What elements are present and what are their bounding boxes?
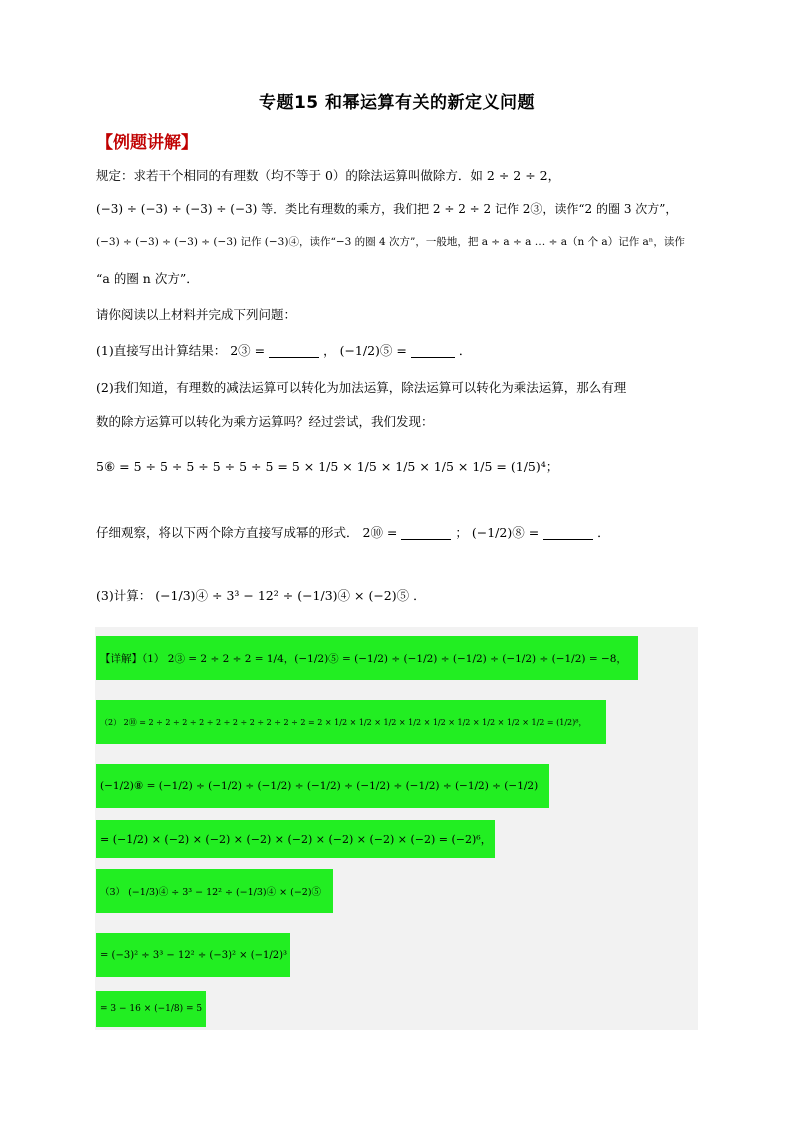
q2-end: ． xyxy=(597,525,610,540)
q2-answer-blank-2[interactable] xyxy=(543,539,593,540)
intro-line-2: (−3) ÷ (−3) ÷ (−3) ÷ (−3) 等．类比有理数的乘方，我们把 2 ÷ 2 ÷ 2 记作 2③，读作“2 的圈 3 次方”， xyxy=(96,202,678,216)
solution-line-1: 【详解】（1） 2③ = 2 ÷ 2 ÷ 2 = 1/4，(−1/2)⑤ = (−1/2) ÷ (−1/2) ÷ (−1/2) ÷ (−1/2) ÷ (−1/2) = −8， xyxy=(96,636,638,680)
q2-observe-row xyxy=(96,527,610,540)
q2-observe-text: 仔细观察，将以下两个除方直接写成幂的形式． xyxy=(96,525,359,540)
q2-expr-2: (−1/2)⑧ = xyxy=(471,525,540,540)
prompt: 请你阅读以上材料并完成下列问题： xyxy=(96,307,297,322)
q1-expr-2: (−1/2)⑤ = xyxy=(339,343,407,358)
solution-line-5: （3） (−1/3)④ ÷ 3³ − 12² ÷ (−1/3)④ × (−2)⑤ xyxy=(96,869,333,913)
solution-line-6: = (−3)² ÷ 3³ − 12² ÷ (−3)² × (−1/2)³ xyxy=(96,933,290,977)
q2-example: 5⑥ = 5 ÷ 5 ÷ 5 ÷ 5 ÷ 5 ÷ 5 = 5 × 1/5 × 1/5 × 1/5 × 1/5 × 1/5 = (1/5)⁴； xyxy=(96,459,559,474)
q2-expr-1: 2⑩ = xyxy=(362,525,398,540)
solution-line-3: (−1/2)⑧ = (−1/2) ÷ (−1/2) ÷ (−1/2) ÷ (−1/2) ÷ (−1/2) ÷ (−1/2) ÷ (−1/2) ÷ (−1/2) xyxy=(96,764,549,808)
solution-line-7: = 3 − 16 × (−1/8) = 5 xyxy=(96,991,206,1027)
question-3 xyxy=(96,590,426,603)
solution-line-2: （2） 2⑩ = 2 ÷ 2 ÷ 2 ÷ 2 ÷ 2 ÷ 2 ÷ 2 ÷ 2 ÷ 2 ÷ 2 = 2 × 1/2 × 1/2 × 1/2 × 1/2 × 1/2 × 1/2 × 1/2 × 1/2 × 1/2 = (1/2)⁸， xyxy=(96,700,606,744)
intro-line-3: (−3) ÷ (−3) ÷ (−3) ÷ (−3) 记作 (−3)④，读作“−3 的圈 4 次方”，一般地，把 a ÷ a ÷ a … ÷ a（n 个 a）记作 aⁿ，读作 xyxy=(96,236,685,248)
q1-answer-blank-2[interactable] xyxy=(411,357,455,358)
question-1 xyxy=(96,345,471,358)
q2-answer-blank-1[interactable] xyxy=(401,539,451,540)
solution-line-4: = (−1/2) × (−2) × (−2) × (−2) × (−2) × (−2) × (−2) × (−2) = (−2)⁶， xyxy=(96,820,495,858)
q3-label: (3)计算： xyxy=(96,588,152,603)
page-title: 专题15 和幂运算有关的新定义问题 xyxy=(258,93,536,113)
intro-line-1: 规定：求若干个相同的有理数（均不等于 0）的除法运算叫做除方．如 2 ÷ 2 ÷ 2， xyxy=(96,168,561,183)
q1-separator: ， xyxy=(323,343,336,358)
section-heading: 【例题讲解】 xyxy=(96,133,198,153)
q1-end: ． xyxy=(458,343,472,358)
intro-line-4: “a 的圈 n 次方”． xyxy=(96,271,199,286)
q2-line-1: (2)我们知道，有理数的减法运算可以转化为加法运算，除法运算可以转化为乘法运算，那么有理 xyxy=(96,380,627,395)
q1-expr-1: 2③ = xyxy=(230,343,266,358)
q1-answer-blank-1[interactable] xyxy=(269,357,319,358)
q2-separator: ； xyxy=(455,525,468,540)
q2-line-2: 数的除方运算可以转化为乘方运算吗？经过尝试，我们发现： xyxy=(96,414,434,429)
q1-label: (1)直接写出计算结果： xyxy=(96,343,227,358)
q3-expression: (−1/3)④ ÷ 3³ − 12² ÷ (−1/3)④ × (−2)⑤ ． xyxy=(155,588,426,603)
